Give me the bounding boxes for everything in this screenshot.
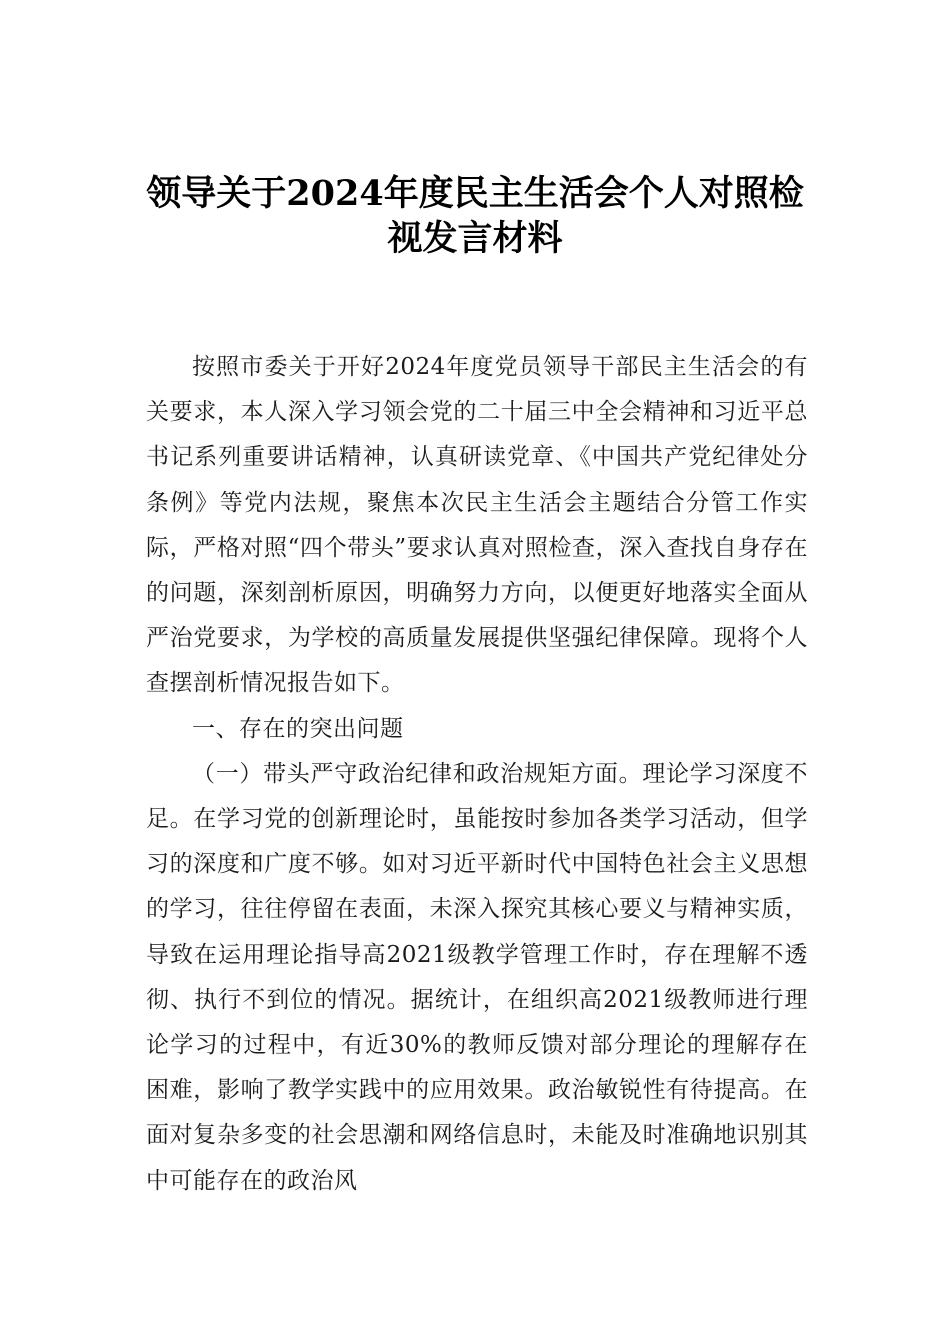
subsection-heading: （一）带头严守政治纪律和政治规矩方面。 bbox=[192, 760, 643, 787]
intro-paragraph: 按照市委关于开好2024年度党员领导干部民主生活会的有关要求，本人深入学习领会党的二十届三中全会精神和习近平总书记系列重要讲话精神，认真研读党章、《中国共产党纪律处分条例》等党内法规，聚焦本次民主生活会主题结合分管工作实际，严格对照“四个带头”要求认真对照检查，深入查找自身存在的问题，深刻剖析原因，明确努力方向，以便更好地落实全面从严治党要求，为学校的高质量发展提供坚强纪律保障。现将个人查摆剖析情况报告如下。 bbox=[146, 354, 808, 697]
document-title-line-1: 领导关于2024年度民主生活会个人对照检 bbox=[146, 173, 804, 214]
subsection-paragraph bbox=[146, 752, 808, 1204]
document-body bbox=[146, 345, 808, 1204]
section-heading: 一、存在的突出问题 bbox=[192, 715, 404, 742]
subsection-body: 理论学习深度不足。在学习党的创新理论时，虽能按时参加各类学习活动，但学习的深度和广度不够。如对习近平新时代中国特色社会主义思想的学习，往往停留在表面，未深入探究其核心要义与精神实质，导致在运用理论指导高2021级教学管理工作时，存在理解不透彻、执行不到位的情况。据统计，在组织高2021级教师进行理论学习的过程中，有近30%的教师反馈对部分理论的理解存在困难，影响了教学实践中的应用效果。政治敏锐性有待提高。在面对复杂多变的社会思潮和网络信息时，未能及时准确地识别其中可能存在的政治风 bbox=[146, 760, 809, 1194]
document-title-line-2: 视发言材料 bbox=[387, 218, 563, 259]
